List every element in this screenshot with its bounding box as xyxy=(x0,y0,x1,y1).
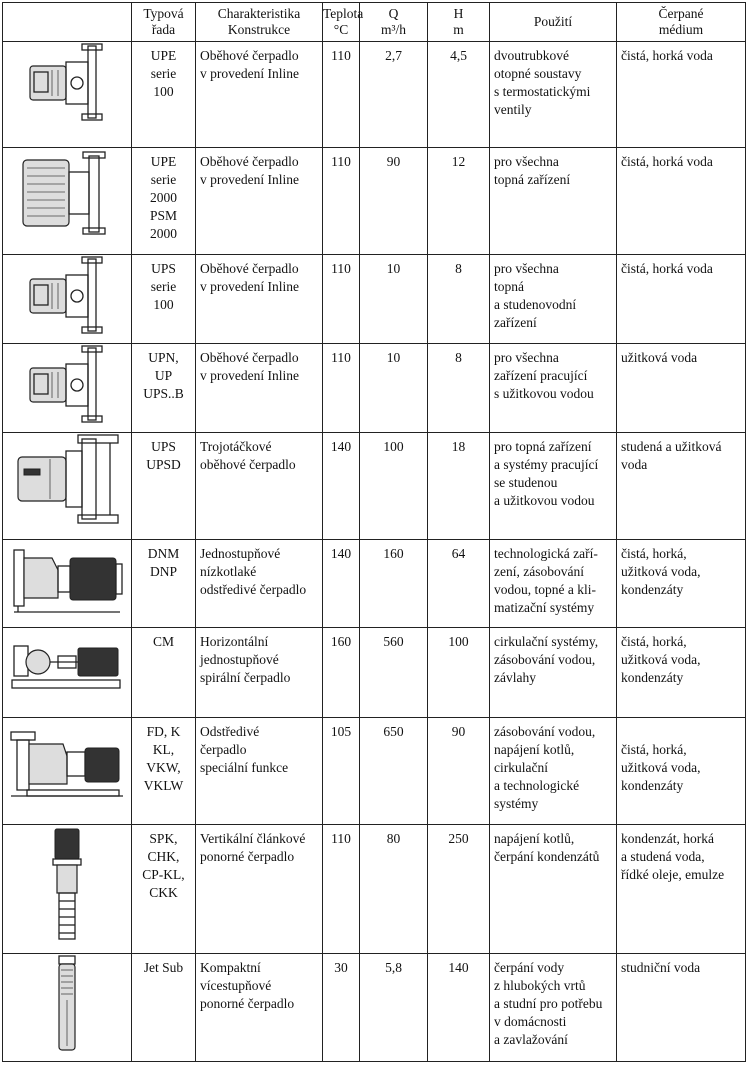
use-cell xyxy=(490,954,617,1062)
series-cell-text: UPE serie 2000 PSM 2000 xyxy=(149,154,178,241)
medium-cell xyxy=(617,344,746,433)
design-cell xyxy=(196,433,323,540)
head-cell xyxy=(428,344,490,433)
temperature-cell-text: 105 xyxy=(330,724,352,739)
flow-cell xyxy=(360,344,428,433)
flow-cell-text: 80 xyxy=(386,831,401,846)
use-cell-text: technologická zaří- zení, zásobování vodou, topné a kli- matizační systémy xyxy=(494,546,598,615)
temperature-cell-text: 110 xyxy=(331,831,351,846)
use-cell xyxy=(490,825,617,954)
design-cell-text: Oběhové čerpadlo v provedení Inline xyxy=(200,48,299,81)
table-row xyxy=(3,825,746,954)
table-row xyxy=(3,433,746,540)
flow-cell xyxy=(360,954,428,1062)
header-image xyxy=(3,3,132,42)
flow-cell xyxy=(360,42,428,148)
temperature-cell-text: 110 xyxy=(331,261,351,276)
design-cell xyxy=(196,825,323,954)
temperature-cell xyxy=(323,825,360,954)
table-row xyxy=(3,148,746,255)
series-cell-text: Jet Sub xyxy=(143,960,184,975)
temperature-cell xyxy=(323,433,360,540)
temperature-cell xyxy=(323,148,360,255)
series-cell xyxy=(132,255,196,344)
medium-cell-text: užitková voda xyxy=(621,350,698,365)
submersible-borehole-pump-icon xyxy=(3,954,132,1062)
medium-cell xyxy=(617,540,746,628)
temperature-cell-text: 140 xyxy=(330,439,352,454)
use-cell-text: pro všechna topná a studenovodní zařízení xyxy=(494,261,577,330)
flow-cell xyxy=(360,628,428,718)
flow-cell-text: 10 xyxy=(386,261,401,276)
use-cell xyxy=(490,42,617,148)
table-row xyxy=(3,628,746,718)
series-cell xyxy=(132,433,196,540)
use-cell-text: dvoutrubkové otopné soustavy s termostatickými ventily xyxy=(494,48,591,117)
series-cell-text: UPN, UP UPS..B xyxy=(143,350,184,401)
vertical-multistage-pump-icon xyxy=(3,825,132,954)
design-cell xyxy=(196,148,323,255)
head-cell xyxy=(428,433,490,540)
design-cell-text: Jednostupňové nízkotlaké odstředivé čerpadlo xyxy=(200,546,307,597)
temperature-cell xyxy=(323,42,360,148)
head-cell-text: 64 xyxy=(451,546,466,561)
medium-cell xyxy=(617,148,746,255)
design-cell xyxy=(196,344,323,433)
flow-cell-text: 2,7 xyxy=(385,48,402,63)
table-row xyxy=(3,42,746,148)
design-cell-text: Odstředivé čerpadlo speciální funkce xyxy=(200,724,289,775)
series-cell xyxy=(132,344,196,433)
header-row xyxy=(3,3,746,42)
flow-cell xyxy=(360,433,428,540)
series-cell xyxy=(132,148,196,255)
flow-cell-text: 100 xyxy=(383,439,404,454)
head-cell xyxy=(428,255,490,344)
design-cell xyxy=(196,628,323,718)
temperature-cell-text: 110 xyxy=(331,48,351,63)
medium-cell xyxy=(617,255,746,344)
use-cell-text: pro topná zařízení a systémy pracující se studenou a užitkovou vodou xyxy=(494,439,599,508)
head-cell xyxy=(428,148,490,255)
use-cell-text: cirkulační systémy, zásobování vodou, závlahy xyxy=(494,634,599,685)
temperature-cell xyxy=(323,255,360,344)
head-cell-text: 140 xyxy=(448,960,469,975)
pump-table xyxy=(2,2,746,1062)
medium-cell xyxy=(617,954,746,1062)
design-cell-text: Vertikální článkové ponorné čerpadlo xyxy=(200,831,306,864)
table-row xyxy=(3,255,746,344)
flow-cell xyxy=(360,148,428,255)
flow-cell-text: 160 xyxy=(383,546,404,561)
flow-cell xyxy=(360,825,428,954)
series-cell-text: UPE serie 100 xyxy=(150,48,177,99)
temperature-cell-text: 110 xyxy=(331,154,351,169)
temperature-cell xyxy=(323,954,360,1062)
series-cell xyxy=(132,42,196,148)
head-cell xyxy=(428,42,490,148)
head-cell-text: 8 xyxy=(455,261,462,276)
special-centrifugal-pump-icon xyxy=(3,718,132,825)
centrifugal-pump-icon xyxy=(3,540,132,628)
table-row xyxy=(3,954,746,1062)
head-cell-text: 12 xyxy=(451,154,466,169)
design-cell-text: Oběhové čerpadlo v provedení Inline xyxy=(200,350,299,383)
use-cell xyxy=(490,344,617,433)
flow-cell xyxy=(360,718,428,825)
header-series: Typová řada xyxy=(132,3,196,42)
inline-circulator-pump-icon xyxy=(3,344,132,433)
use-cell xyxy=(490,255,617,344)
medium-cell-text: čistá, horká, užitková voda, kondenzáty xyxy=(621,634,701,685)
medium-cell-text: čistá, horká, užitková voda, kondenzáty xyxy=(621,546,701,597)
flow-cell xyxy=(360,255,428,344)
use-cell-text: pro všechna topná zařízení xyxy=(494,154,571,187)
medium-cell-text: čistá, horká voda xyxy=(621,154,713,169)
series-cell-text: FD, K KL, VKW, VKLW xyxy=(143,724,184,793)
series-cell-text: UPS serie 100 xyxy=(150,261,177,312)
temperature-cell-text: 110 xyxy=(331,350,351,365)
temperature-cell-text: 140 xyxy=(330,546,352,561)
series-cell xyxy=(132,825,196,954)
design-cell-text: Trojotáčkové oběhové čerpadlo xyxy=(200,439,296,472)
series-cell-text: CM xyxy=(152,634,174,649)
head-cell xyxy=(428,718,490,825)
use-cell-text: čerpání vody z hlubokých vrtů a studní pro potřebu v domácnosti a zavlažování xyxy=(494,960,603,1047)
use-cell-text: zásobování vodou, napájení kotlů, cirkulační a technologické systémy xyxy=(494,724,596,811)
design-cell-text: Oběhové čerpadlo v provedení Inline xyxy=(200,154,299,187)
use-cell xyxy=(490,148,617,255)
use-cell-text: napájení kotlů, čerpání kondenzátů xyxy=(494,831,600,864)
inline-electronic-pump-icon xyxy=(3,148,132,255)
header-flow: Q m³/h xyxy=(360,3,428,42)
series-cell-text: SPK, CHK, CP-KL, CKK xyxy=(142,831,185,900)
series-cell xyxy=(132,954,196,1062)
medium-cell-text: studená a užitková voda xyxy=(621,439,722,472)
design-cell-text: Oběhové čerpadlo v provedení Inline xyxy=(200,261,299,294)
flow-cell-text: 5,8 xyxy=(385,960,402,975)
horizontal-volute-pump-icon xyxy=(3,628,132,718)
series-cell-text: UPS UPSD xyxy=(146,439,181,472)
medium-cell xyxy=(617,825,746,954)
head-cell-text: 90 xyxy=(451,724,466,739)
design-cell xyxy=(196,718,323,825)
table-row xyxy=(3,540,746,628)
design-cell xyxy=(196,954,323,1062)
design-cell-text: Kompaktní vícestupňové ponorné čerpadlo xyxy=(200,960,295,1011)
head-cell-text: 4,5 xyxy=(450,48,467,63)
series-cell xyxy=(132,540,196,628)
head-cell xyxy=(428,540,490,628)
temperature-cell xyxy=(323,344,360,433)
use-cell xyxy=(490,540,617,628)
temperature-cell-text: 160 xyxy=(330,634,352,649)
temperature-cell xyxy=(323,718,360,825)
head-cell xyxy=(428,628,490,718)
design-cell xyxy=(196,255,323,344)
temperature-cell-text: 30 xyxy=(334,960,348,975)
medium-cell xyxy=(617,718,746,825)
use-cell-text: pro všechna zařízení pracující s užitkovou vodou xyxy=(494,350,594,401)
head-cell xyxy=(428,825,490,954)
medium-cell-text: čistá, horká, užitková voda, kondenzáty xyxy=(621,742,701,793)
series-cell xyxy=(132,718,196,825)
flow-cell-text: 90 xyxy=(386,154,401,169)
inline-circulator-pump-icon xyxy=(3,255,132,344)
header-design: Charakteristika Konstrukce xyxy=(196,3,323,42)
design-cell-text: Horizontální jednostupňové spirální čerpadlo xyxy=(200,634,291,685)
medium-cell-text: čistá, horká voda xyxy=(621,48,713,63)
head-cell-text: 8 xyxy=(455,350,462,365)
header-temperature: Teplota °C xyxy=(323,3,360,42)
head-cell xyxy=(428,954,490,1062)
use-cell xyxy=(490,433,617,540)
temperature-cell xyxy=(323,628,360,718)
head-cell-text: 18 xyxy=(451,439,466,454)
temperature-cell xyxy=(323,540,360,628)
header-medium: Čerpané médium xyxy=(617,3,746,42)
series-cell-text: DNM DNP xyxy=(147,546,180,579)
medium-cell xyxy=(617,42,746,148)
flow-cell-text: 650 xyxy=(383,724,404,739)
flow-cell-text: 10 xyxy=(386,350,401,365)
medium-cell-text: studniční voda xyxy=(621,960,701,975)
header-use: Použití xyxy=(490,3,617,42)
medium-cell-text: čistá, horká voda xyxy=(621,261,713,276)
flanged-circulator-pump-icon xyxy=(3,433,132,540)
head-cell-text: 100 xyxy=(448,634,469,649)
series-cell xyxy=(132,628,196,718)
design-cell xyxy=(196,42,323,148)
use-cell xyxy=(490,628,617,718)
flow-cell xyxy=(360,540,428,628)
table-row xyxy=(3,344,746,433)
head-cell-text: 250 xyxy=(448,831,469,846)
use-cell xyxy=(490,718,617,825)
medium-cell xyxy=(617,628,746,718)
design-cell xyxy=(196,540,323,628)
header-head: H m xyxy=(428,3,490,42)
table-row xyxy=(3,718,746,825)
medium-cell xyxy=(617,433,746,540)
medium-cell-text: kondenzát, horká a studená voda, řídké oleje, emulze xyxy=(621,831,725,882)
flow-cell-text: 560 xyxy=(383,634,404,649)
inline-circulator-pump-icon xyxy=(3,42,132,148)
